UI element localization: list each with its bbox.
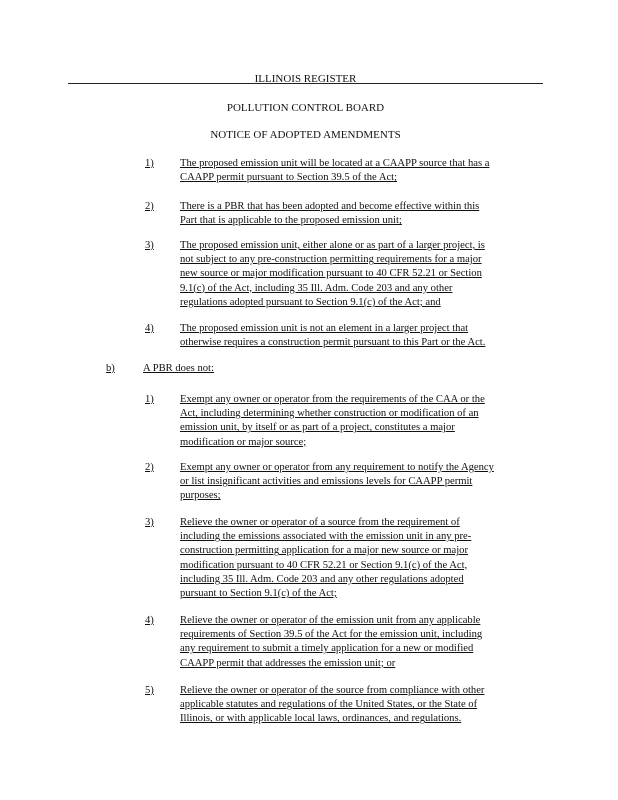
b-item-3-text: Relieve the owner or operator of a source from the requirement of including the emissions associated with the emission unit in any pre- construction permitting application for a major new source or major modification pursuant to 40 CFR 52.21 or Section 9.1(c) of the Act, including 35 Ill. Adm. Code 203 and any other regulations adopted pursuant to Section 9.1(c) of the Act;	[180, 517, 472, 600]
header-divider	[68, 83, 543, 84]
b-item-1-number: 1)	[145, 394, 154, 405]
b-item-3-number: 3)	[145, 517, 154, 528]
b-item-2-text: Exempt any owner or operator from any requirement to notify the Agency or list insignificant activities and emissions levels for CAAPP permit purposes;	[180, 462, 494, 502]
notice-title: NOTICE OF ADOPTED AMENDMENTS	[210, 129, 401, 141]
b-item-5-text: Relieve the owner or operator of the source from compliance with other applicable statutes and regulations of the United States, or the State of Illinois, or with applicable local laws, ordinances, and regulations.	[180, 685, 485, 725]
b-item-1-text: Exempt any owner or operator from the requirements of the CAA or the Act, including determining whether construction or modification of an emission unit, by itself or as part of a project, constitutes a major modification or major source;	[180, 394, 485, 448]
register-title: ILLINOIS REGISTER	[254, 73, 357, 85]
a-item-2-text: There is a PBR that has been adopted and become effective within this Part that is applicable to the proposed emission unit;	[180, 201, 480, 227]
b-item-4-text: Relieve the owner or operator of the emission unit from any applicable requirements of Section 39.5 of the Act for the emission unit, including any requirement to submit a timely application for a new or modified CAAPP permit that addresses the emission unit; or	[180, 615, 483, 669]
a-item-1-text: The proposed emission unit will be located at a CAAPP source that has a CAAPP permit pursuant to Section 39.5 of the Act;	[180, 158, 490, 184]
board-name: POLLUTION CONTROL BOARD	[226, 102, 385, 114]
a-item-2-number: 2)	[145, 201, 154, 212]
section-b-heading: A PBR does not:	[143, 363, 214, 374]
b-item-4-number: 4)	[145, 615, 154, 626]
a-item-3-number: 3)	[145, 240, 154, 251]
b-item-2-number: 2)	[145, 462, 154, 473]
a-item-3-text: The proposed emission unit, either alone or as part of a larger project, is not subject to any pre-construction permitting requirements for a major new source or major modification pursuant to 40 CFR 52.21 or Section 9.1(c) of the Act, including 35 Ill. Adm. Code 203 and any other regulations adopted pursuant to Section 9.1(c) of the Act; and	[180, 240, 485, 308]
section-b-label: b)	[106, 363, 115, 374]
a-item-4-text: The proposed emission unit is not an element in a larger project that otherwise requires a construction permit pursuant to this Part or the Act.	[180, 323, 486, 349]
a-item-4-number: 4)	[145, 323, 154, 334]
b-item-5-number: 5)	[145, 685, 154, 696]
a-item-1-number: 1)	[145, 158, 154, 169]
